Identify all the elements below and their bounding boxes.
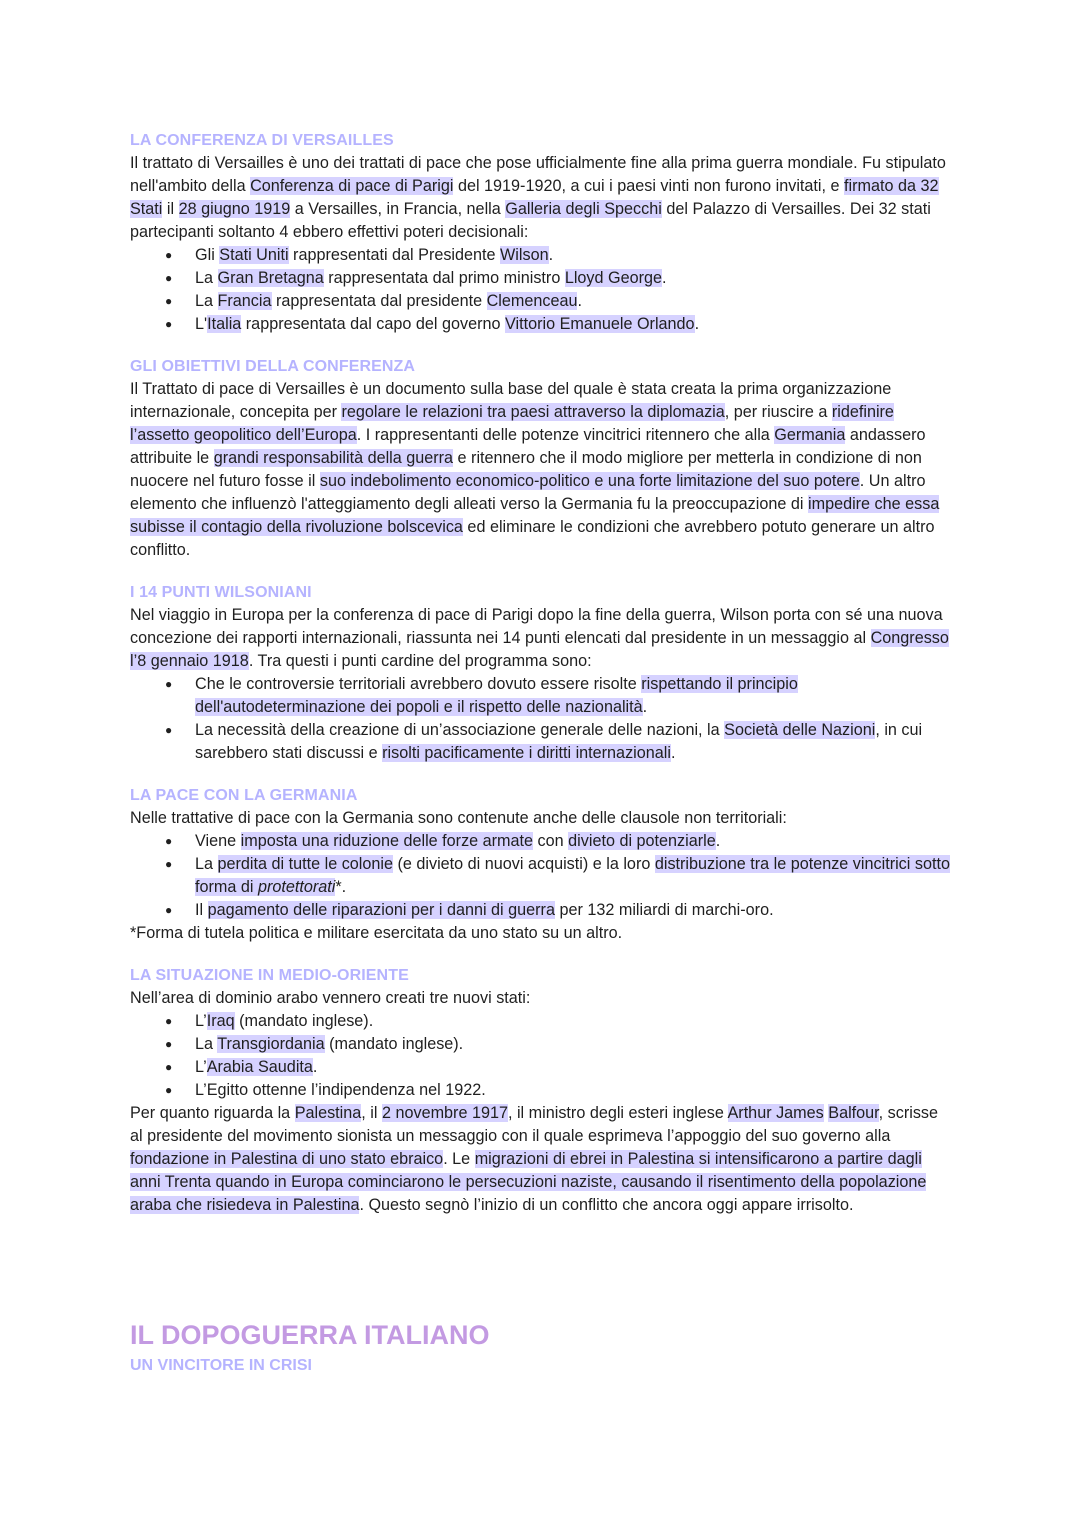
list-item: ● L’Egitto ottenne l’indipendenza nel 1922. xyxy=(195,1079,950,1102)
bullet-list xyxy=(130,673,950,765)
chapter-title: IL DOPOGUERRA ITALIANO xyxy=(130,1320,490,1350)
section-title: GLI OBIETTIVI DELLA CONFERENZA xyxy=(130,358,416,375)
section-title: LA CONFERENZA DI VERSAILLES xyxy=(130,132,394,149)
list-item: ● La Gran Bretagna rappresentata dal primo ministro Lloyd George. xyxy=(195,267,950,290)
section-middle-east xyxy=(130,965,950,1217)
list-item: ● Viene imposta una riduzione delle forze armate con divieto di potenziarle. xyxy=(195,830,950,853)
list-item: ● L’Iraq (mandato inglese). xyxy=(195,1010,950,1033)
paragraph: Per quanto riguarda la Palestina, il 2 novembre 1917, il ministro degli esteri inglese Arthur James Balfour, scrisse al presidente del movimento sionista un messaggio con il quale esprimeva l’appoggio del suo governo alla fondazione in Palestina di uno stato ebraico. Le migrazioni di ebrei in Palestina si intensificarono a partire dagli anni Trenta quando in Europa cominciarono le persecuzioni naziste, causando il risentimento della popolazione araba che risiedeva in Palestina. Questo segnò l’inizio di un conflitto che ancora oggi appare irrisolto. xyxy=(130,1104,939,1214)
list-item: ● L'Italia rappresentata dal capo del governo Vittorio Emanuele Orlando. xyxy=(195,313,950,336)
footnote: *Forma di tutela politica e militare esercitata da uno stato su un altro. xyxy=(130,924,623,942)
list-item: ● La Francia rappresentata dal presidente Clemenceau. xyxy=(195,290,950,313)
paragraph: Il Trattato di pace di Versailles è un documento sulla base del quale è stata creata la prima organizzazione internazionale, concepita per regolare le relazioni tra paesi attraverso la diplomazia, per riuscire a ridefinire l’assetto geopolitico dell’Europa. I rappresentanti delle potenze vincitrici ritennero che alla Germania andassero attribuite le grandi responsabilità della guerra e ritennero che il modo migliore per metterla in condizione di non nuocere nel futuro fosse il suo indebolimento economico-politico e una forte limitazione del suo potere. Un altro elemento che influenzò l'atteggiamento degli alleati verso la Germania fu la preoccupazione di impedire che essa subisse il contagio della rivoluzione bolscevica ed eliminare le condizioni che avrebbero potuto generare un altro conflitto. xyxy=(130,380,940,559)
section-title: I 14 PUNTI WILSONIANI xyxy=(130,584,312,601)
list-item: ● Che le controversie territoriali avrebbero dovuto essere risolte rispettando il principio dell'autodeterminazione dei popoli e il rispetto delle nazionalità. xyxy=(195,673,950,719)
section-wilson-points xyxy=(130,582,950,765)
list-item: ● L’Arabia Saudita. xyxy=(195,1056,950,1079)
section-title: LA PACE CON LA GERMANIA xyxy=(130,787,358,804)
paragraph: Il trattato di Versailles è uno dei trattati di pace che pose ufficialmente fine alla prima guerra mondiale. Fu stipulato nell'ambito della Conferenza di pace di Parigi del 1919-1920, a cui i paesi vinti non furono invitati, e firmato da 32 Stati il 28 giugno 1919 a Versailles, in Francia, nella Galleria degli Specchi del Palazzo di Versailles. Dei 32 stati partecipanti soltanto 4 ebbero effettivi poteri decisionali: xyxy=(130,154,946,241)
section-title: LA SITUAZIONE IN MEDIO-ORIENTE xyxy=(130,967,409,984)
section-conference-goals xyxy=(130,356,950,562)
list-item: ● Gli Stati Uniti rappresentati dal Presidente Wilson. xyxy=(195,244,950,267)
bullet-list xyxy=(130,244,950,336)
chapter-subtitle: UN VINCITORE IN CRISI xyxy=(130,1357,312,1374)
list-item: ● La perdita di tutte le colonie (e divieto di nuovi acquisti) e la loro distribuzione tra le potenze vincitrici sotto forma di protettorati*. xyxy=(195,853,950,899)
list-item: ● La Transgiordania (mandato inglese). xyxy=(195,1033,950,1056)
list-item: ● Il pagamento delle riparazioni per i danni di guerra per 132 miliardi di marchi-oro. xyxy=(195,899,950,922)
bullet-list xyxy=(130,830,950,922)
paragraph: Nell’area di dominio arabo vennero creati tre nuovi stati: xyxy=(130,989,531,1007)
section-versailles-conference xyxy=(130,130,950,336)
paragraph: Nel viaggio in Europa per la conferenza di pace di Parigi dopo la fine della guerra, Wilson porta con sé una nuova concezione dei rapporti internazionali, riassunta nei 14 punti elencati dal presidente in un messaggio al Congresso l’8 gennaio 1918. Tra questi i punti cardine del programma sono: xyxy=(130,606,949,670)
list-item: ● La necessità della creazione di un’associazione generale delle nazioni, la Società delle Nazioni, in cui sarebbero stati discussi e risolti pacificamente i diritti internazionali. xyxy=(195,719,950,765)
document-body xyxy=(130,130,950,1237)
bullet-list xyxy=(130,1010,950,1102)
section-peace-germany xyxy=(130,785,950,945)
paragraph: Nelle trattative di pace con la Germania sono contenute anche delle clausole non territoriali: xyxy=(130,809,787,827)
